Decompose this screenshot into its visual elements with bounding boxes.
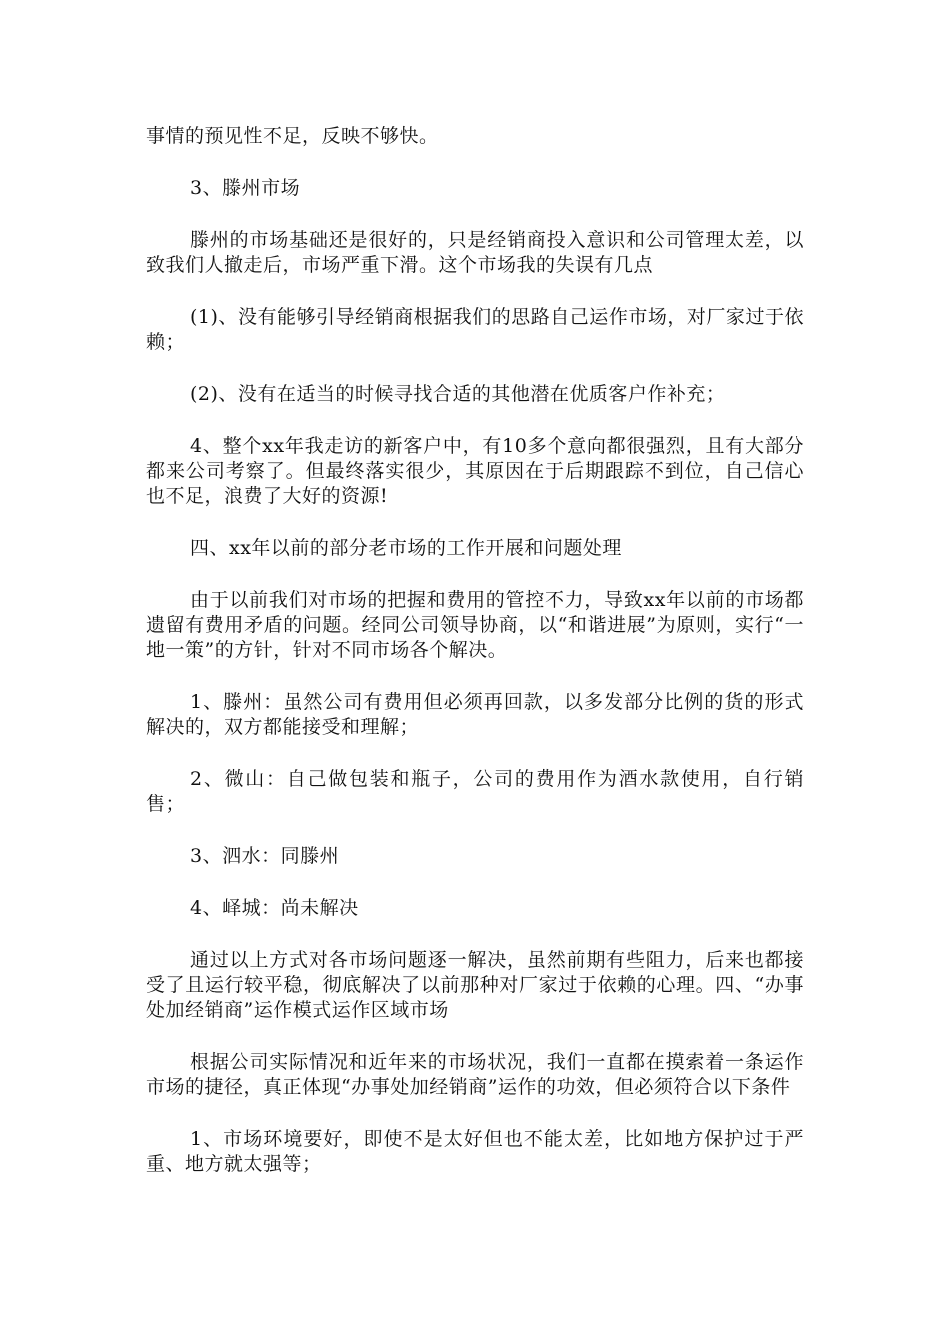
condition-item-1: 1、市场环境要好，即使不是太好但也不能太差，比如地方保护过于严重、地方就太强等； <box>146 1128 804 1175</box>
section-heading-4: 四、xx年以前的部分老市场的工作开展和问题处理 <box>190 537 622 559</box>
paragraph-6: 4、整个xx年我走访的新客户中，有10多个意向都很强烈，且有大部分都来公司考察了。但最终落实很少，其原因在于后期跟踪不到位，自己信心也不足，浪费了大好的资源! <box>146 435 804 507</box>
list-item-2: (2)、没有在适当的时候寻找合适的其他潜在优质客户作补充； <box>190 383 726 405</box>
market-item-tengzhou: 1、滕州：虽然公司有费用但必须再回款，以多发部分比例的货的形式解决的，双方都能接受和理解； <box>146 691 804 738</box>
paragraph-3: 滕州的市场基础还是很好的，只是经销商投入意识和公司管理太差，以致我们人撤走后，市场严重下滑。这个市场我的失误有几点 <box>146 229 804 276</box>
paragraph-1: 事情的预见性不足，反映不够快。 <box>146 125 439 147</box>
market-item-sishui: 3、泗水：同滕州 <box>190 845 340 867</box>
paragraph-14: 根据公司实际情况和近年来的市场状况，我们一直都在摸索着一条运作市场的捷径，真正体现“办事处加经销商”运作的功效，但必须符合以下条件 <box>146 1051 804 1098</box>
paragraph-13: 通过以上方式对各市场问题逐一解决，虽然前期有些阻力，后来也都接受了且运行较平稳，彻底解决了以前那种对厂家过于依赖的心理。四、“办事处加经销商”运作模式运作区域市场 <box>146 949 804 1021</box>
list-item-1: (1)、没有能够引导经销商根据我们的思路自己运作市场，对厂家过于依赖； <box>146 306 804 353</box>
paragraph-8: 由于以前我们对市场的把握和费用的管控不力，导致xx年以前的市场都遗留有费用矛盾的问题。经同公司领导协商，以“和谐进展”为原则，实行“一地一策”的方针，针对不同市场各个解决。 <box>146 589 804 661</box>
document-body <box>146 124 804 1204</box>
market-item-yicheng: 4、峄城：尚未解决 <box>190 897 359 919</box>
market-item-weishan: 2、微山：自己做包装和瓶子，公司的费用作为酒水款使用，自行销售； <box>146 768 804 815</box>
heading-tengzhou-market: 3、滕州市场 <box>190 177 301 199</box>
